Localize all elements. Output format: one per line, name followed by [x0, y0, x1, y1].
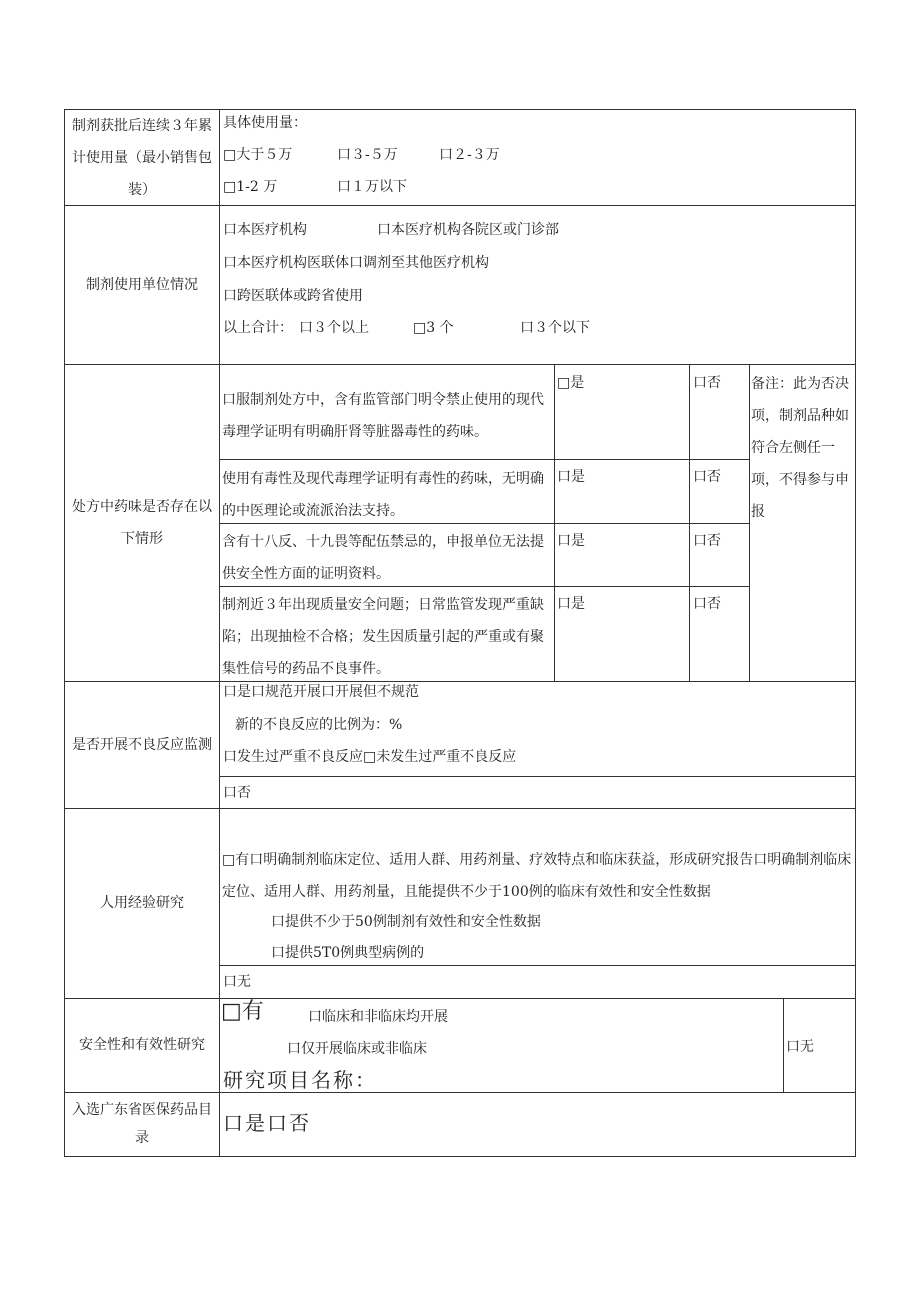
herb-item-no[interactable]: 口否	[693, 375, 721, 391]
herb-item-yes[interactable]: 口是	[557, 533, 585, 549]
usage-option-3-5w[interactable]: 口３-５万	[337, 147, 398, 163]
insurance-label: 入选广东省医保药品目录	[72, 1102, 212, 1146]
usage-label: 制剂获批后连续３年累计使用量（最小销售包装）	[72, 117, 212, 198]
herb-item-text: 制剂近３年出现质量安全问题；日常监管发现严重缺陷；出现抽检不合格；发生因质量引起的严重或有聚集性信号的药品不良事件。	[222, 597, 544, 677]
usage-option-over-5w[interactable]: □大于５万	[223, 147, 293, 163]
human-exp-options[interactable]: □有口明确制剂临床定位、适用人群、用药剂量、疗效特点和临床获益，形成研究报告口明确制剂临床定位、适用人群、用药剂量，且能提供不少于100例的临床有效性和安全性数据	[222, 852, 852, 900]
human-exp-none[interactable]: 口无	[223, 974, 251, 990]
units-total-over-3[interactable]: 口３个以上	[299, 320, 369, 336]
units-option-branches[interactable]: 口本医疗机构各院区或门诊部	[377, 222, 559, 238]
usage-intro: 具体使用量：	[223, 115, 307, 131]
row-divider	[219, 965, 855, 966]
safety-none-option[interactable]: 口无	[786, 1039, 814, 1055]
human-exp-typical-cases[interactable]: 口提供5T0例典型病例的	[271, 945, 425, 961]
column-divider	[783, 998, 784, 1092]
safety-label: 安全性和有效性研究	[79, 1037, 205, 1053]
herb-item-no[interactable]: 口否	[693, 533, 721, 549]
application-form-table	[64, 109, 856, 1157]
units-label: 制剂使用单位情况	[86, 276, 198, 293]
column-divider	[554, 364, 555, 681]
column-divider	[219, 110, 220, 1156]
usage-option-2-3w[interactable]: 口２-３万	[439, 147, 500, 163]
adr-label: 是否开展不良反应监测	[72, 736, 212, 753]
units-option-own[interactable]: 口本医疗机构	[223, 222, 307, 238]
adr-serious-options[interactable]: 口发生过严重不良反应□未发生过严重不良反应	[223, 749, 517, 765]
herb-item-yes[interactable]: 口是	[557, 596, 585, 612]
row-divider	[219, 776, 855, 777]
safety-project-name: 研究项目名称：	[223, 1068, 377, 1092]
herb-item-yes[interactable]: □是	[557, 375, 585, 391]
adr-yes-options[interactable]: 口是口规范开展口开展但不规范	[223, 684, 419, 700]
usage-option-1-2w[interactable]: □1-2 万	[223, 179, 278, 195]
safety-single-option[interactable]: 口仅开展临床或非临床	[287, 1041, 427, 1057]
herb-item-text: 含有十八反、十九畏等配伍禁忌的，申报单位无法提供安全性方面的证明资料。	[222, 534, 544, 582]
row-divider	[219, 459, 749, 460]
adr-no-option[interactable]: 口否	[223, 785, 251, 801]
units-option-cross[interactable]: 口跨医联体或跨省使用	[223, 288, 363, 304]
units-option-alliance[interactable]: 口本医疗机构医联体口调剂至其他医疗机构	[223, 255, 489, 271]
human-exp-label: 人用经验研究	[100, 895, 184, 911]
adr-new-ratio: 新的不良反应的比例为：%	[235, 717, 403, 733]
herbs-label: 处方中药味是否存在以下情形	[72, 498, 212, 547]
safety-has-option[interactable]: □有	[221, 999, 264, 1024]
column-divider	[749, 364, 750, 681]
herb-item-no[interactable]: 口否	[693, 596, 721, 612]
herb-item-yes[interactable]: 口是	[557, 469, 585, 485]
herbs-note: 备注：此为否决项，制剂品种如符合左侧任一项，不得参与申报	[751, 376, 849, 520]
units-total-3[interactable]: □3 个	[413, 320, 454, 336]
herb-item-text: 口服制剂处方中，含有监管部门明令禁止使用的现代毒理学证明有明确肝肾等脏器毒性的药味。	[222, 392, 544, 440]
herb-item-no[interactable]: 口否	[693, 469, 721, 485]
units-total-under-3[interactable]: 口３个以下	[520, 320, 590, 336]
herb-item-text: 使用有毒性及现代毒理学证明有毒性的药味，无明确的中医理论或流派治法支持。	[222, 471, 544, 519]
usage-option-under-1w[interactable]: 口１万以下	[337, 179, 407, 195]
human-exp-50-cases[interactable]: 口提供不少于50例制剂有效性和安全性数据	[271, 914, 541, 930]
units-total-prefix: 以上合计：	[223, 320, 293, 336]
safety-both-option[interactable]: 口临床和非临床均开展	[308, 1009, 448, 1025]
insurance-answer[interactable]: 口是口否	[223, 1111, 311, 1135]
column-divider	[689, 364, 690, 681]
